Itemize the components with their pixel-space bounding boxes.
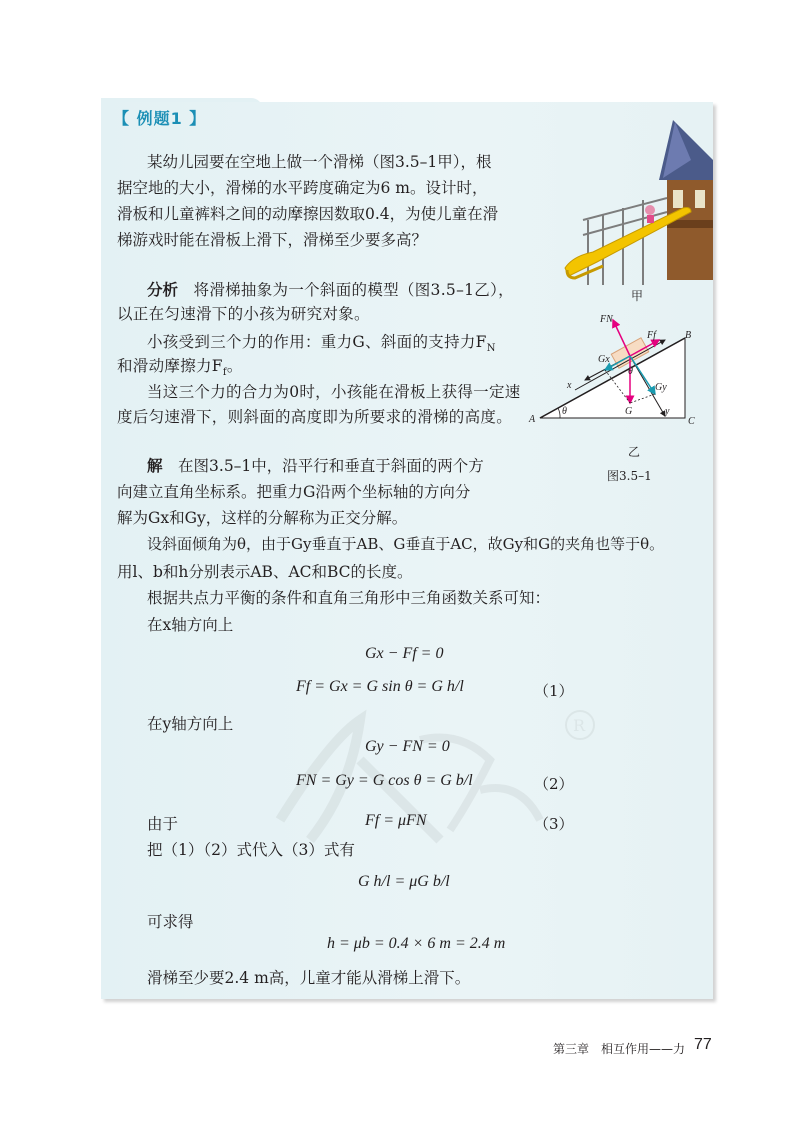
force-gx: Gx (598, 354, 610, 365)
force-diagram (525, 308, 710, 433)
figure-caption: 图3.5–1 (607, 469, 652, 483)
problem-line: 滑板和儿童裤料之间的动摩擦因数取0.4，为使儿童在滑 (117, 205, 499, 223)
equation-ff: Ff = Gx = G sin θ = G h/l (296, 678, 464, 695)
force-fn: FN (600, 314, 613, 325)
slide-illustration (563, 120, 713, 285)
solution-heading: 解 (147, 457, 163, 475)
analysis-heading: 分析 (147, 281, 179, 299)
example-label: 【 例题1 】 (113, 109, 207, 128)
solution-line: 可求得 (147, 913, 194, 931)
solution-line: 解为Gx和Gy，这样的分解称为正交分解。 (117, 509, 408, 527)
problem-line: 某幼儿园要在空地上做一个滑梯（图3.5–1甲），根 (147, 153, 492, 171)
equation-substitution: G h/l = μG b/l (358, 873, 450, 890)
equation-tag-1: （1） (534, 682, 574, 700)
page-number: 77 (694, 1036, 712, 1053)
point-c: C (688, 416, 695, 427)
problem-line: 据空地的大小，滑梯的水平跨度确定为6 m。设计时， (117, 179, 488, 197)
point-a: A (529, 414, 536, 425)
solution-line: 根据共点力平衡的条件和直角三角形中三角函数关系可知： (147, 589, 551, 607)
point-b: B (685, 330, 692, 341)
force-ff: Ff (647, 330, 656, 341)
angle-theta-2: θ (628, 366, 633, 377)
analysis-line: 小孩受到三个力的作用：重力G、斜面的支持力$F_N$ (147, 333, 496, 355)
equation-gx-ff: Gx − Ff = 0 (365, 645, 444, 662)
solution-line: 设斜面倾角为θ，由于Gy垂直于AB、G垂直于AC，故Gy和G的夹角也等于θ。 (147, 535, 665, 553)
analysis-line: 以正在匀速滑下的小孩为研究对象。 (117, 305, 370, 323)
solution-line: 由于 (147, 815, 179, 833)
svg-text:R: R (573, 716, 586, 735)
solution-line: 滑梯至少要2.4 m高，儿童才能从滑梯上滑下。 (147, 969, 471, 987)
solution-line: 在x轴方向上 (147, 616, 234, 634)
solution-line: 向建立直角坐标系。把重力G沿两个坐标轴的方向分 (117, 483, 471, 501)
figure-label-yi: 乙 (628, 445, 641, 459)
figure-label-jia: 甲 (631, 289, 644, 303)
analysis-line: 度后匀速滑下，则斜面的高度即为所要求的滑梯的高度。 (117, 408, 513, 426)
problem-line: 梯游戏时能在滑板上滑下，滑梯至少要多高？ (117, 231, 428, 249)
axis-x: x (567, 380, 572, 391)
equation-friction: Ff = μFN (365, 812, 427, 829)
solution-line: 把（1）（2）式代入（3）式有 (147, 841, 355, 859)
point-g: G (625, 406, 633, 417)
equation-tag-3: （3） (534, 815, 574, 833)
solution-line: 在y轴方向上 (147, 715, 234, 733)
equation-gy-fn: Gy − FN = 0 (365, 738, 450, 755)
equation-fn: FN = Gy = G cos θ = G b/l (296, 772, 473, 789)
analysis-line: 当这三个力的合力为0时，小孩能在滑板上获得一定速 (147, 383, 521, 401)
analysis-line: 和滑动摩擦力$F_f$。 (117, 357, 243, 379)
chapter-footer: 第三章 相互作用——力 (553, 1042, 686, 1056)
solution-line: 解 在图3.5–1中，沿平行和垂直于斜面的两个方 (147, 457, 484, 475)
equation-result: h = μb = 0.4 × 6 m = 2.4 m (327, 935, 506, 952)
analysis-line: 分析 将滑梯抽象为一个斜面的模型（图3.5–1乙）， (147, 281, 514, 299)
solution-line: 用l、b和h分别表示AB、AC和BC的长度。 (117, 563, 413, 581)
force-gy: Gy (655, 382, 667, 393)
angle-theta: θ (562, 406, 567, 417)
axis-y: y (665, 406, 670, 417)
equation-tag-2: （2） (534, 775, 574, 793)
